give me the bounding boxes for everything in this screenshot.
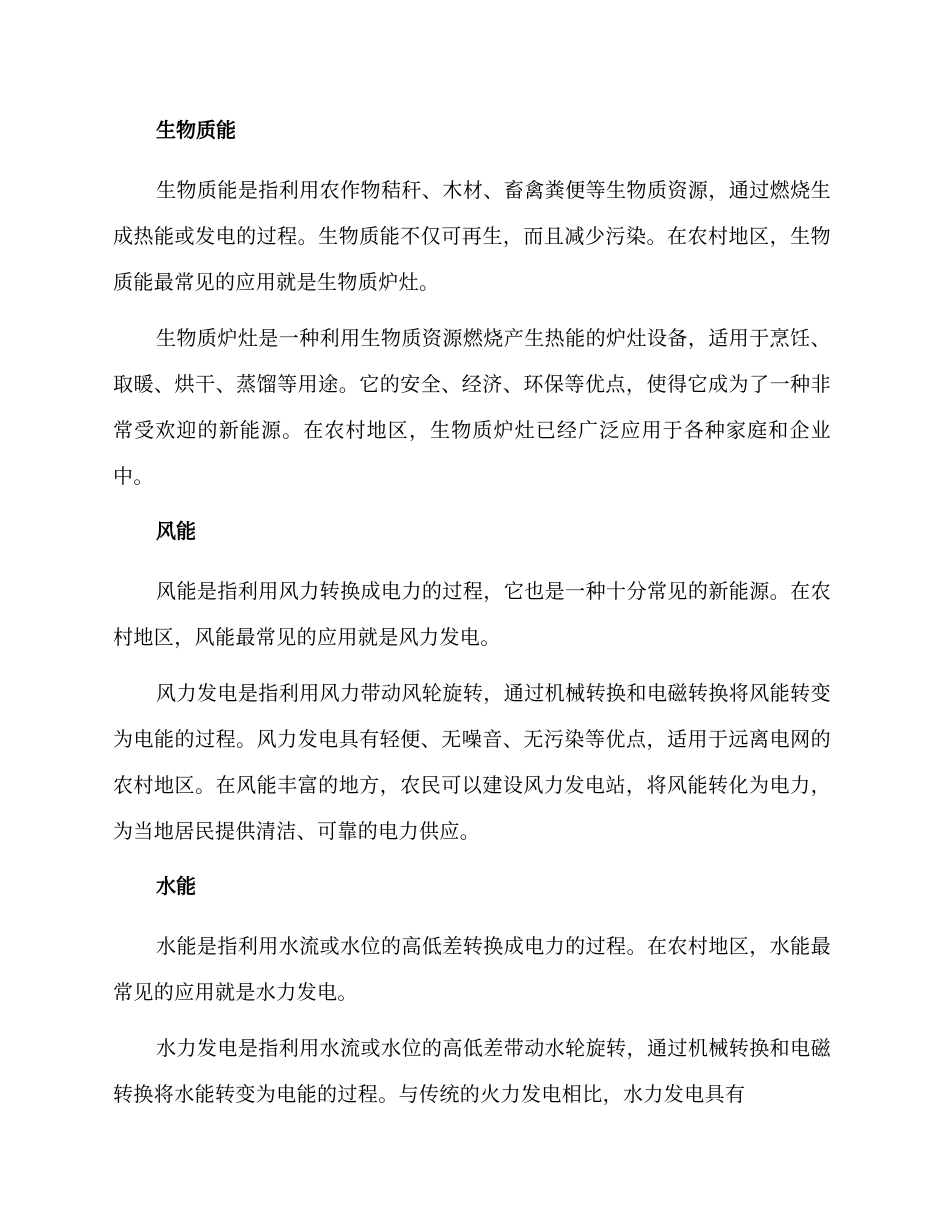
paragraph-biomass-definition: 生物质能是指利用农作物秸秆、木材、畜禽粪便等生物质资源，通过燃烧生成热能或发电的过程。生物质能不仅可再生，而且减少污染。在农村地区，生物质能最常见的应用就是生物质炉灶。: [113, 178, 831, 294]
section-heading-hydro: 水能: [156, 874, 196, 898]
paragraph-hydro-power: 水力发电是指利用水流或水位的高低差带动水轮旋转，通过机械转换和电磁转换将水能转变为电能的过程。与传统的火力发电相比，水力发电具有: [113, 1036, 831, 1106]
paragraph-biomass-stove: 生物质炉灶是一种利用生物质资源燃烧产生热能的炉灶设备，适用于烹饪、取暖、烘干、蒸馏等用途。它的安全、经济、环保等优点，使得它成为了一种非常受欢迎的新能源。在农村地区，生物质炉灶已经广泛应用于各种家庭和企业中。: [113, 326, 831, 488]
section-heading-wind: 风能: [156, 519, 196, 543]
paragraph-wind-definition: 风能是指利用风力转换成电力的过程，它也是一种十分常见的新能源。在农村地区，风能最常见的应用就是风力发电。: [113, 579, 831, 649]
paragraph-hydro-definition: 水能是指利用水流或水位的高低差转换成电力的过程。在农村地区，水能最常见的应用就是水力发电。: [113, 934, 831, 1004]
document-page: [113, 108, 831, 1127]
section-heading-biomass: 生物质能: [156, 118, 236, 142]
paragraph-wind-power: 风力发电是指利用风力带动风轮旋转，通过机械转换和电磁转换将风能转变为电能的过程。风力发电具有轻便、无噪音、无污染等优点，适用于远离电网的农村地区。在风能丰富的地方，农民可以建设风力发电站，将风能转化为电力，为当地居民提供清洁、可靠的电力供应。: [113, 681, 831, 843]
